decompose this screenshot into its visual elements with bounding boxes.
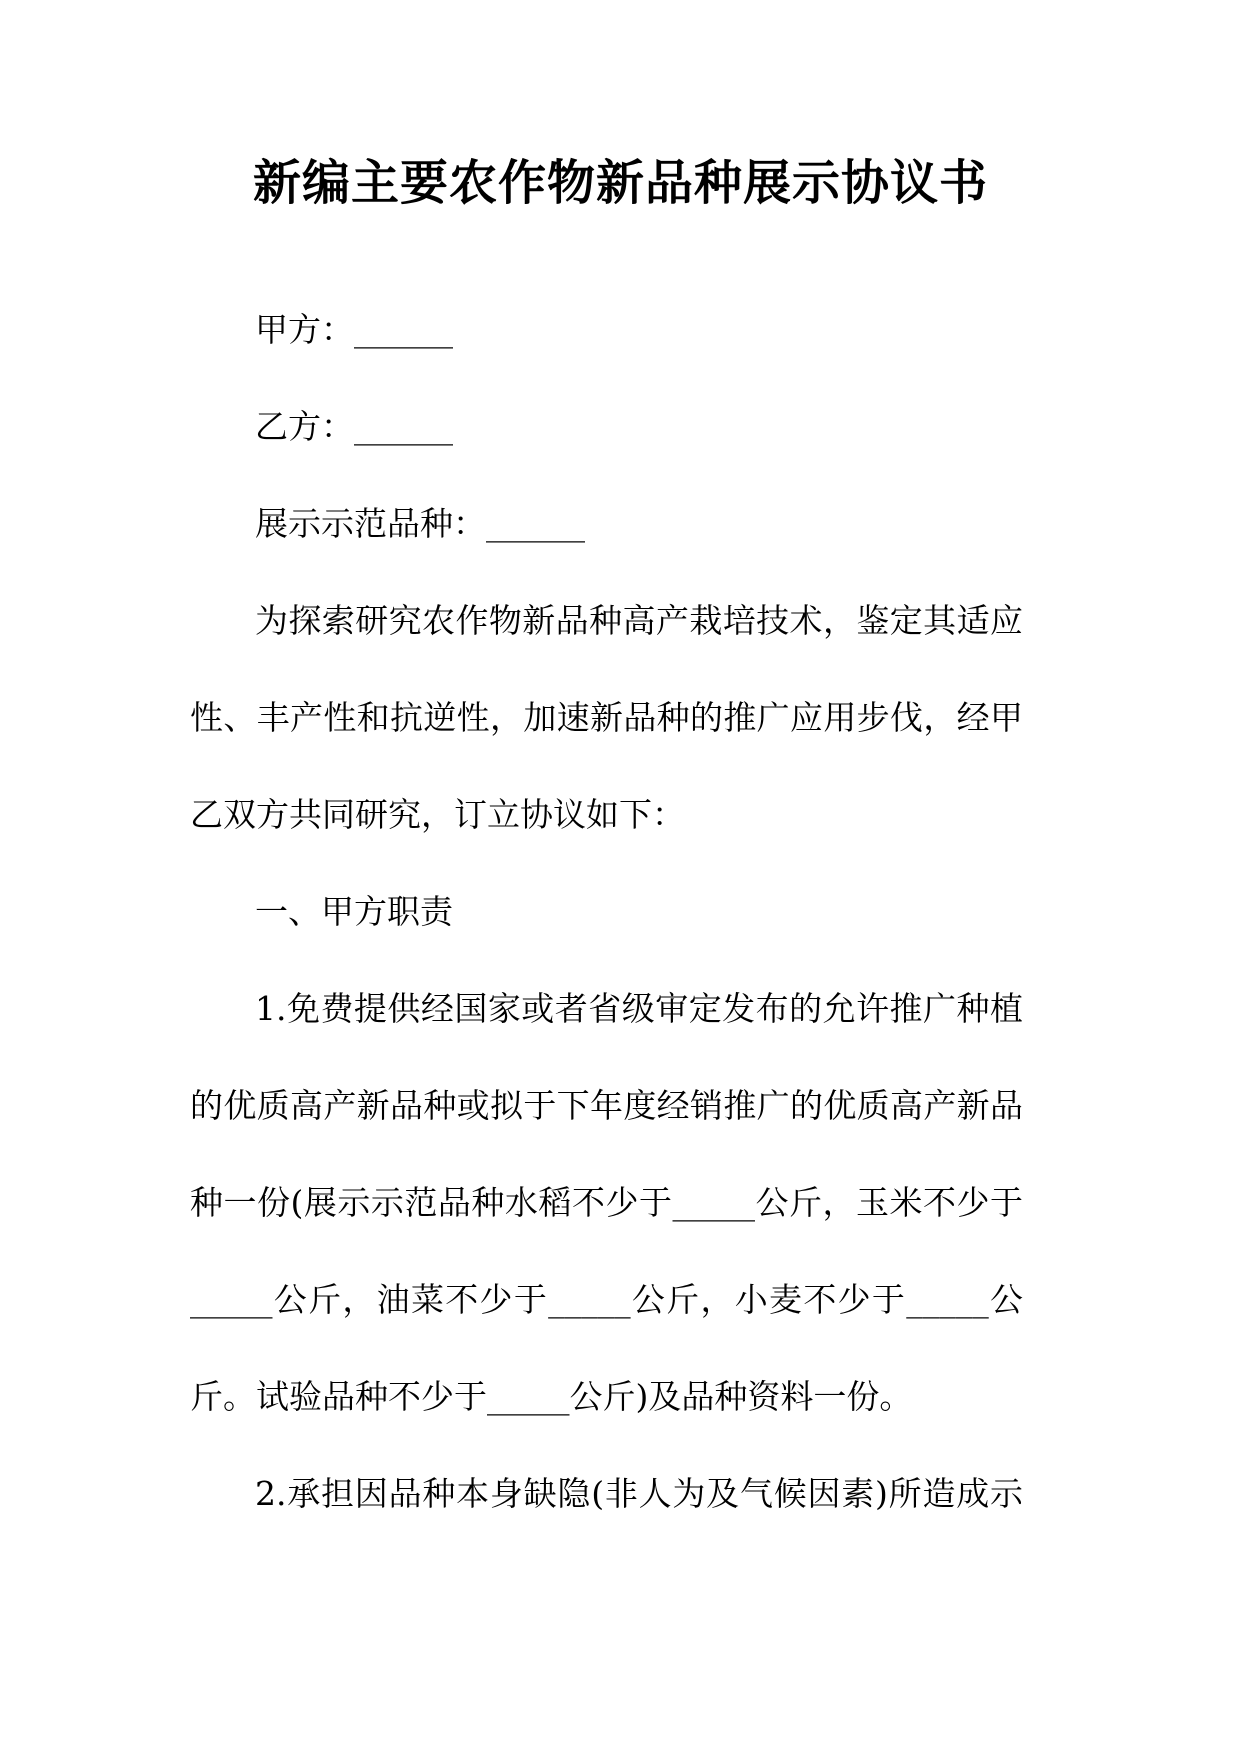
party-a-line: 甲方：______ — [255, 310, 453, 349]
paragraph-line: 斤。试验品种不少于_____公斤)及品种资料一份。 — [190, 1377, 913, 1416]
paragraph-line: 种一份(展示示范品种水稻不少于_____公斤，玉米不少于 — [190, 1183, 1023, 1222]
paragraph-line: 的优质高产新品种或拟于下年度经销推广的优质高产新品 — [190, 1086, 1023, 1125]
paragraph-line: _____公斤，油菜不少于_____公斤，小麦不少于_____公 — [190, 1280, 1023, 1319]
paragraph-line: 性、丰产性和抗逆性，加速新品种的推广应用步伐，经甲 — [190, 698, 1023, 737]
paragraph-line: 乙双方共同研究，订立协议如下： — [190, 795, 685, 834]
paragraph-line: 1.免费提供经国家或者省级审定发布的允许推广种植 — [255, 989, 1023, 1028]
party-b-line: 乙方：______ — [255, 407, 453, 446]
demo-variety-line: 展示示范品种：______ — [255, 504, 585, 543]
paragraph-line: 为探索研究农作物新品种高产栽培技术，鉴定其适应 — [255, 601, 1023, 640]
document-title: 新编主要农作物新品种展示协议书 — [252, 155, 988, 211]
section-heading: 一、甲方职责 — [255, 892, 453, 931]
paragraph-line: 2.承担因品种本身缺隐(非人为及气候因素)所造成示 — [255, 1474, 1023, 1513]
